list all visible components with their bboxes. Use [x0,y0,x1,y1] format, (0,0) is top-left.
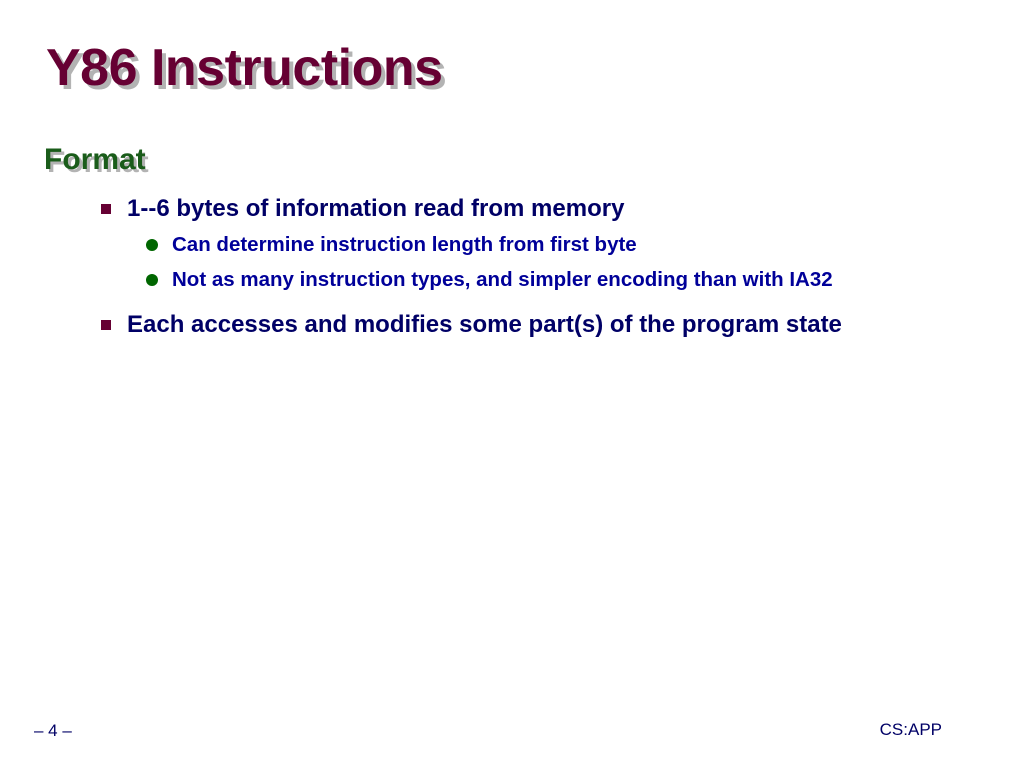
sub-bullet-list [146,228,940,296]
sub-bullet-text: Not as many instruction types, and simpler encoding than with IA32 [172,268,833,291]
slide-title: Y86 Instructions [46,39,443,97]
round-bullet-icon [146,239,158,251]
sub-bullet-text: Can determine instruction length from first byte [172,233,637,256]
bullet-item [100,192,940,296]
sub-bullet-item [146,263,940,296]
page-number: – 4 – [34,721,72,740]
square-bullet-icon [101,204,111,214]
footer-brand: CS:APP [879,720,942,739]
bullet-item [100,308,940,342]
round-bullet-icon [146,274,158,286]
bullet-text: 1--6 bytes of information read from memory [127,195,625,222]
section-heading: Format [44,143,146,176]
bullet-text: Each accesses and modifies some part(s) of the program state [127,311,842,338]
sub-bullet-item [146,228,940,261]
square-bullet-icon [101,320,111,330]
bullet-list [100,192,940,354]
